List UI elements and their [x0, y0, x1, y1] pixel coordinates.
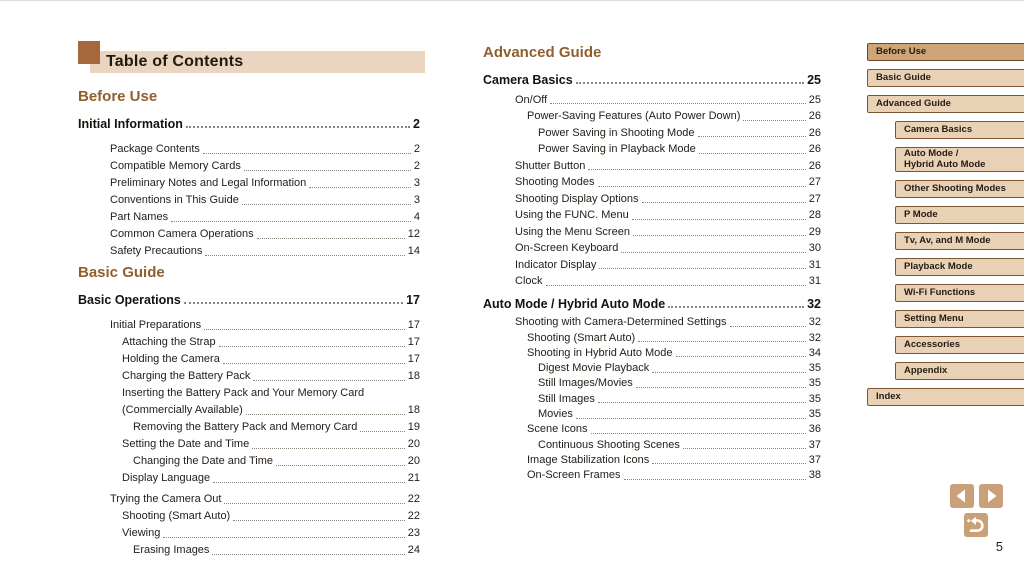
toc-entry-page-number: 31	[808, 258, 821, 271]
dotted-leader	[638, 341, 806, 342]
toc-entry-page-number: 26	[808, 126, 821, 139]
toc-entry[interactable]	[483, 421, 821, 436]
dotted-leader	[652, 372, 805, 373]
section-heading: Before Use	[78, 88, 158, 105]
toc-entry-label: Conventions in This Guide	[110, 194, 239, 206]
sidebar-tab-label: Auto Mode /	[904, 148, 959, 159]
sidebar-tab-camera-basics[interactable]	[895, 121, 1024, 139]
toc-entry-label: Shooting Display Options	[515, 192, 639, 205]
toc-entry-label: On-Screen Frames	[527, 469, 621, 482]
toc-entry-page-number: 25	[808, 93, 821, 106]
sidebar-tab-other-shooting-modes[interactable]	[895, 180, 1024, 198]
toc-entry[interactable]	[483, 206, 821, 223]
dotted-leader	[244, 170, 411, 171]
section-heading: Advanced Guide	[483, 44, 602, 61]
dotted-leader	[223, 363, 405, 364]
toc-entry[interactable]	[483, 107, 821, 124]
sidebar-tab-appendix[interactable]	[895, 362, 1024, 380]
toc-entry[interactable]	[483, 406, 821, 421]
toc-entry[interactable]	[483, 255, 821, 272]
toc-entry-label: Shutter Button	[515, 159, 586, 172]
toc-entry[interactable]	[78, 349, 420, 366]
toc-entry-label: Still Images	[538, 392, 595, 405]
right-arrow-icon	[979, 484, 1003, 508]
toc-entry-page-number: 17	[407, 319, 420, 331]
section-tabs-sidebar	[867, 43, 1024, 414]
toc-group	[78, 289, 420, 557]
sidebar-tab-auto-mode[interactable]	[895, 147, 1024, 172]
dotted-leader	[253, 380, 404, 381]
toc-entry-label: Power Saving in Shooting Mode	[538, 126, 695, 139]
toc-entry[interactable]	[483, 452, 821, 467]
sidebar-tab-label: Index	[876, 390, 901, 402]
toc-entry[interactable]	[78, 506, 420, 523]
toc-group	[483, 293, 821, 482]
toc-entry[interactable]	[483, 239, 821, 256]
toc-entry[interactable]	[78, 156, 420, 173]
toc-entry-page-number: 27	[808, 192, 821, 205]
toc-entry-label: Movies	[538, 408, 573, 421]
toc-entry[interactable]	[78, 523, 420, 540]
toc-entry-label: Indicator Display	[515, 258, 597, 271]
sidebar-tab-playback-mode[interactable]	[895, 258, 1024, 276]
dotted-leader	[184, 302, 403, 304]
next-page-button[interactable]	[979, 484, 1003, 508]
toc-entry-label: Using the FUNC. Menu	[515, 209, 629, 221]
title-accent-square	[78, 41, 100, 64]
toc-entry-page-number: 26	[808, 143, 821, 155]
toc-entry-page-number: 14	[407, 245, 420, 257]
toc-entry-label: On/Off	[515, 93, 548, 106]
toc-entry-label: Initial Preparations	[110, 319, 202, 331]
dotted-leader	[668, 306, 804, 308]
sidebar-tab-index[interactable]	[867, 388, 1024, 406]
toc-entry-page-number: 35	[808, 377, 821, 390]
toc-entry-label: Shooting Modes	[515, 176, 595, 188]
toc-entry[interactable]	[483, 123, 821, 140]
toc-entry[interactable]	[78, 451, 420, 468]
toc-entry[interactable]	[78, 173, 420, 190]
page-title: Table of Contents	[106, 53, 244, 70]
toc-entry-label: Digest Movie Playback	[538, 362, 650, 375]
dotted-leader	[599, 268, 805, 269]
dotted-leader	[598, 402, 806, 403]
page-number: 5	[995, 539, 1003, 554]
toc-entry[interactable]	[483, 272, 821, 289]
toc-entry[interactable]	[78, 540, 420, 557]
dotted-leader	[252, 448, 405, 449]
sidebar-tab-label: Basic Guide	[876, 71, 931, 83]
dotted-leader	[309, 187, 411, 188]
toc-entry-label: Safety Precautions	[110, 245, 203, 257]
toc-entry-page-number: 2	[413, 143, 420, 155]
toc-entry-page-number: 20	[407, 438, 420, 450]
toc-entry-label: Attaching the Strap	[122, 336, 216, 348]
toc-entry-page-number: 4	[413, 211, 420, 223]
sidebar-tab-before-use[interactable]	[867, 43, 1024, 61]
toc-entry-page-number: 24	[407, 544, 420, 556]
toc-entry[interactable]	[78, 224, 420, 241]
toc-entry-label: Inserting the Battery Pack and Your Memory Card	[122, 387, 365, 399]
sidebar-tab-label: Camera Basics	[904, 123, 973, 135]
sidebar-tab-p-mode[interactable]	[895, 206, 1024, 224]
toc-entry[interactable]	[483, 90, 821, 107]
dotted-leader	[224, 503, 404, 504]
toc-entry-page-number: 37	[808, 453, 821, 466]
toc-entry-page-number: 3	[413, 177, 420, 189]
toc-entry-page-number: 34	[808, 346, 821, 359]
sidebar-tab-setting-menu[interactable]	[895, 310, 1024, 328]
toc-entry-page-number: 29	[808, 225, 821, 238]
dotted-leader	[276, 465, 405, 466]
toc-entry-page-number: 25	[807, 73, 821, 87]
toc-entry[interactable]	[78, 383, 420, 400]
dotted-leader	[588, 169, 805, 170]
toc-section	[483, 45, 821, 482]
left-arrow-icon	[950, 484, 974, 508]
toc-entry-label: Setting the Date and Time	[122, 438, 250, 450]
toc-entry-page-number: 20	[407, 455, 420, 467]
page-title-banner	[78, 41, 425, 75]
toc-entry-page-number: 19	[407, 421, 420, 433]
toc-entry-label: Using the Menu Screen	[515, 225, 630, 238]
dotted-leader	[246, 414, 405, 415]
toc-entry-page-number: 32	[808, 316, 821, 329]
toc-group	[78, 113, 420, 258]
toc-entry-label: Basic Operations	[78, 293, 181, 307]
toc-entry-label: Changing the Date and Time	[133, 455, 274, 467]
dotted-leader	[598, 186, 806, 187]
dotted-leader	[546, 285, 806, 286]
dotted-leader	[621, 252, 805, 253]
toc-entry[interactable]	[78, 400, 420, 417]
toc-entry-label: Preliminary Notes and Legal Information	[110, 177, 307, 189]
toc-entry-label: Erasing Images	[133, 544, 210, 556]
toc-left-column	[78, 89, 420, 559]
toc-group	[483, 69, 821, 288]
previous-page-button[interactable]	[950, 484, 974, 508]
toc-entry-label: Power-Saving Features (Auto Power Down)	[527, 110, 741, 122]
toc-entry-page-number: 3	[413, 194, 420, 206]
toc-entry-label: Continuous Shooting Scenes	[538, 438, 680, 451]
toc-entry-page-number: 35	[808, 392, 821, 405]
toc-entry[interactable]	[78, 489, 420, 506]
toc-entry[interactable]	[78, 468, 420, 485]
toc-entry-page-number: 35	[808, 408, 821, 421]
toc-entry[interactable]	[78, 113, 420, 131]
toc-entry-label: Shooting in Hybrid Auto Mode	[527, 346, 673, 359]
toc-entry-label: On-Screen Keyboard	[515, 242, 619, 254]
toc-entry-page-number: 17	[406, 293, 420, 307]
toc-entry-label: Still Images/Movies	[538, 377, 633, 390]
toc-entry[interactable]	[78, 434, 420, 451]
toc-entry-label: Clock	[515, 275, 543, 287]
toc-entry[interactable]	[78, 366, 420, 383]
toc-entry-page-number: 22	[407, 510, 420, 522]
toc-entry-label: Compatible Memory Cards	[110, 160, 241, 172]
toc-entry-page-number: 31	[808, 275, 821, 287]
dotted-leader	[743, 120, 805, 121]
toc-entry-page-number: 2	[413, 117, 420, 131]
title-banner	[90, 51, 425, 73]
toc-entry[interactable]	[483, 140, 821, 157]
toc-entry[interactable]	[483, 345, 821, 360]
toc-entry-label: Display Language	[122, 472, 211, 484]
toc-entry-label: Initial Information	[78, 117, 183, 131]
toc-entry-label: Image Stabilization Icons	[527, 453, 650, 466]
dotted-leader	[204, 329, 405, 330]
sidebar-tab-label: Hybrid Auto Mode	[904, 158, 986, 170]
toc-entry[interactable]	[483, 375, 821, 390]
toc-entry-page-number: 36	[808, 423, 821, 436]
toc-entry-label: (Commercially Available)	[122, 404, 243, 416]
toc-entry[interactable]	[483, 436, 821, 451]
sidebar-tab-tv-av-and-m-mode[interactable]	[895, 232, 1024, 250]
toc-entry[interactable]	[483, 173, 821, 190]
toc-entry[interactable]	[483, 293, 821, 311]
toc-entry-label: Shooting (Smart Auto)	[527, 331, 636, 344]
sidebar-tab-label: Setting Menu	[904, 312, 964, 324]
toc-entry-label: Power Saving in Playback Mode	[538, 143, 696, 155]
dotted-leader	[219, 346, 405, 347]
toc-entry-label: Common Camera Operations	[110, 228, 254, 240]
toc-entry[interactable]	[78, 207, 420, 224]
toc-section	[78, 89, 420, 258]
toc-entry[interactable]	[483, 69, 821, 87]
dotted-leader	[171, 221, 411, 222]
return-to-contents-button[interactable]	[964, 513, 988, 537]
toc-entry[interactable]	[78, 332, 420, 349]
toc-entry[interactable]	[483, 360, 821, 375]
toc-entry-label: Auto Mode / Hybrid Auto Mode	[483, 297, 666, 311]
toc-entry-page-number: 30	[808, 242, 821, 254]
toc-entry-page-number: 2	[413, 160, 420, 172]
sidebar-tab-label: Advanced Guide	[876, 97, 951, 109]
toc-entry-page-number: 26	[808, 110, 821, 122]
dotted-leader	[186, 126, 410, 128]
toc-entry-label: Shooting with Camera-Determined Settings	[515, 316, 727, 329]
toc-entry-page-number: 32	[808, 331, 821, 344]
toc-entry[interactable]	[78, 139, 420, 156]
sidebar-tab-label: Accessories	[904, 338, 960, 350]
toc-entry-page-number: 27	[808, 176, 821, 188]
sidebar-tab-wi-fi-functions[interactable]	[895, 284, 1024, 302]
dotted-leader	[591, 433, 806, 434]
toc-entry-label: Camera Basics	[483, 73, 573, 87]
toc-entry-label: Charging the Battery Pack	[122, 370, 251, 382]
toc-entry-label: Viewing	[122, 527, 161, 539]
toc-entry-label: Holding the Camera	[122, 353, 220, 365]
toc-middle-column	[483, 45, 821, 484]
dotted-leader	[730, 326, 806, 327]
dotted-leader	[233, 520, 405, 521]
toc-entry-page-number: 18	[407, 370, 420, 382]
toc-entry[interactable]	[78, 417, 420, 434]
toc-entry-page-number: 26	[808, 159, 821, 172]
toc-entry-label: Shooting (Smart Auto)	[122, 510, 231, 522]
toc-entry[interactable]	[483, 156, 821, 173]
return-arrow-icon	[964, 513, 988, 537]
toc-section	[78, 265, 420, 557]
dotted-leader	[576, 82, 804, 84]
toc-entry-label: Scene Icons	[527, 423, 588, 436]
sidebar-tab-advanced-guide[interactable]	[867, 95, 1024, 113]
sidebar-tab-label: Tv, Av, and M Mode	[904, 234, 991, 246]
dotted-leader	[203, 153, 411, 154]
sidebar-tab-label: Before Use	[876, 45, 927, 57]
toc-entry-page-number: 28	[808, 209, 821, 221]
dotted-leader	[652, 463, 805, 464]
toc-entry-page-number: 32	[807, 297, 821, 311]
toc-entry-label: Part Names	[110, 211, 169, 223]
dotted-leader	[698, 136, 806, 137]
toc-entry-page-number: 17	[407, 336, 420, 348]
toc-entry[interactable]	[483, 390, 821, 405]
sidebar-tab-accessories[interactable]	[895, 336, 1024, 354]
toc-entry-label: Package Contents	[110, 143, 200, 155]
dotted-leader	[360, 431, 404, 432]
dotted-leader	[624, 479, 806, 480]
toc-entry-page-number: 38	[808, 469, 821, 482]
toc-entry[interactable]	[78, 190, 420, 207]
dotted-leader	[632, 219, 806, 220]
dotted-leader	[205, 255, 404, 256]
dotted-leader	[242, 204, 411, 205]
toc-entry[interactable]	[78, 289, 420, 307]
toc-entry-page-number: 21	[407, 472, 420, 484]
sidebar-tab-label: Playback Mode	[904, 260, 973, 272]
toc-entry-page-number: 18	[407, 404, 420, 416]
dotted-leader	[550, 103, 806, 104]
toc-entry-page-number: 17	[407, 353, 420, 365]
sidebar-tab-label: Appendix	[904, 364, 948, 376]
dotted-leader	[676, 356, 806, 357]
toc-entry-page-number: 12	[407, 228, 420, 240]
dotted-leader	[163, 537, 404, 538]
toc-entry[interactable]	[483, 189, 821, 206]
toc-entry[interactable]	[483, 222, 821, 239]
dotted-leader	[576, 418, 806, 419]
section-heading: Basic Guide	[78, 264, 165, 281]
toc-entry-page-number: 35	[808, 362, 821, 375]
dotted-leader	[699, 153, 806, 154]
dotted-leader	[212, 554, 404, 555]
toc-entry-page-number: 37	[808, 438, 821, 451]
toc-entry[interactable]	[483, 329, 821, 344]
dotted-leader	[642, 202, 806, 203]
sidebar-tab-label: Other Shooting Modes	[904, 182, 1006, 194]
toc-entry-page-number: 23	[407, 527, 420, 539]
dotted-leader	[636, 387, 806, 388]
toc-entry[interactable]	[483, 467, 821, 482]
sidebar-tab-basic-guide[interactable]	[867, 69, 1024, 87]
toc-entry-page-number: 22	[407, 493, 420, 505]
dotted-leader	[213, 482, 405, 483]
toc-entry-label: Removing the Battery Pack and Memory Card	[133, 421, 358, 433]
sidebar-tab-label: Wi-Fi Functions	[904, 286, 976, 298]
dotted-leader	[683, 448, 806, 449]
dotted-leader	[257, 238, 405, 239]
toc-entry-label: Trying the Camera Out	[110, 493, 222, 505]
toc-entry[interactable]	[78, 241, 420, 258]
toc-entry[interactable]	[78, 315, 420, 332]
dotted-leader	[633, 235, 806, 236]
toc-entry[interactable]	[483, 314, 821, 329]
sidebar-tab-label: P Mode	[904, 208, 938, 220]
